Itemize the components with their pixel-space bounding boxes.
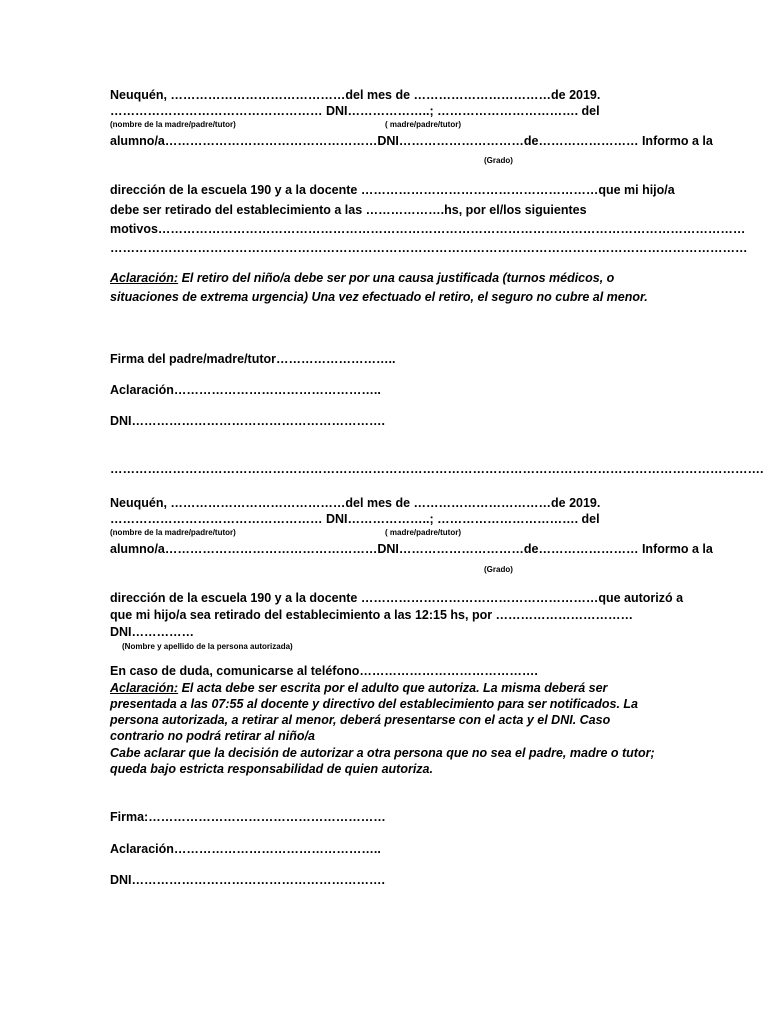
form2-parent-line: …………………………………………… DNI………………..; ……………………………. del: [110, 512, 600, 526]
form1-student-line: alumno/a……………………………………………DNI…………………………de…………………… Informo a la: [110, 134, 713, 148]
form1-aclaracion-label: Aclaración:: [110, 271, 179, 285]
form2-aclaracion-line1: [110, 681, 607, 696]
form1-motivos-line: motivos……………………………………………………………………………………………………………………………: [110, 222, 746, 236]
form1-aclaracion-text2: situaciones de extrema urgencia) Una vez efectuado el retiro, el seguro no cubre al menor.: [110, 290, 648, 304]
form1-firma: Firma del padre/madre/tutor………………………..: [110, 352, 396, 366]
form2-duda-line: En caso de duda, comunicarse al teléfono…………………………………….: [110, 664, 538, 678]
form2-aclaracion-text5: Cabe aclarar que la decisión de autorizar a otra persona que no sea el padre, madre o tutor;: [110, 746, 655, 760]
form2-dni-sign: DNI…………………………………………………….: [110, 873, 385, 887]
form2-note-autorizada: (Nombre y apellido de la persona autorizada): [122, 642, 293, 651]
form1-date-line: Neuquén, ……………………………………del mes de ……………………………de 2019.: [110, 88, 601, 102]
form2-retiro-line: que mi hijo/a sea retirado del establecimiento a las 12:15 hs, por ……………………………: [110, 608, 634, 622]
form2-note-parent-name: (nombre de la madre/padre/tutor): [110, 528, 236, 537]
form1-dni-sign: DNI…………………………………………………….: [110, 414, 385, 428]
form2-note-parent-role: ( madre/padre/tutor): [385, 528, 462, 537]
form2-aclaracion-label: Aclaración:: [110, 681, 179, 695]
form1-dots-line: ………………………………………………………………………………………………………………………………………: [110, 241, 748, 255]
form1-aclaracion-line1: [110, 271, 614, 286]
form2-aclaracion-text2: presentada a las 07:55 al docente y directivo del establecimiento para ser notificados. La: [110, 697, 638, 711]
form1-aclaracion-text1: El retiro del niño/a debe ser por una causa justificada (turnos médicos, o: [178, 271, 615, 285]
form1-note-parent-role: ( madre/padre/tutor): [385, 120, 462, 129]
form2-aclaracion-text6: queda bajo estricta responsabilidad de quien autoriza.: [110, 762, 433, 776]
form2-aclaracion-sign: Aclaración…………………………………………..: [110, 842, 381, 856]
form2-date-line: Neuquén, ……………………………………del mes de ……………………………de 2019.: [110, 496, 601, 510]
form2-dni-line: DNI……………: [110, 625, 195, 639]
form2-aclaracion-text4: contrario no podrá retirar al niño/a: [110, 729, 315, 743]
form1-retiro-line: debe ser retirado del establecimiento a las ……………….hs, por el/los siguientes: [110, 203, 587, 217]
form1-note-grado: (Grado): [484, 156, 513, 165]
form2-note-grado: (Grado): [484, 565, 513, 574]
form1-aclaracion-sign: Aclaración…………………………………………..: [110, 383, 381, 397]
form1-direction-line: dirección de la escuela 190 y a la docente …………………………………………………que mi hijo/a: [110, 183, 675, 197]
form1-parent-line: …………………………………………… DNI………………..; ……………………………. del: [110, 104, 600, 118]
form2-firma: Firma:…………………………………………………: [110, 810, 386, 824]
form2-aclaracion-text1: El acta debe ser escrita por el adulto que autoriza. La misma deberá ser: [178, 681, 608, 695]
form1-note-parent-name: (nombre de la madre/padre/tutor): [110, 120, 236, 129]
form2-direction-line: dirección de la escuela 190 y a la docente …………………………………………………que autorizó a: [110, 591, 684, 605]
form2-aclaracion-text3: persona autorizada, a retirar al menor, deberá presentarse con el acta y el DNI. Caso: [110, 713, 611, 727]
form2-student-line: alumno/a……………………………………………DNI…………………………de…………………… Informo a la: [110, 542, 713, 556]
cut-separator: ………………………………………………………………………………………………………………………………………….: [110, 462, 764, 476]
